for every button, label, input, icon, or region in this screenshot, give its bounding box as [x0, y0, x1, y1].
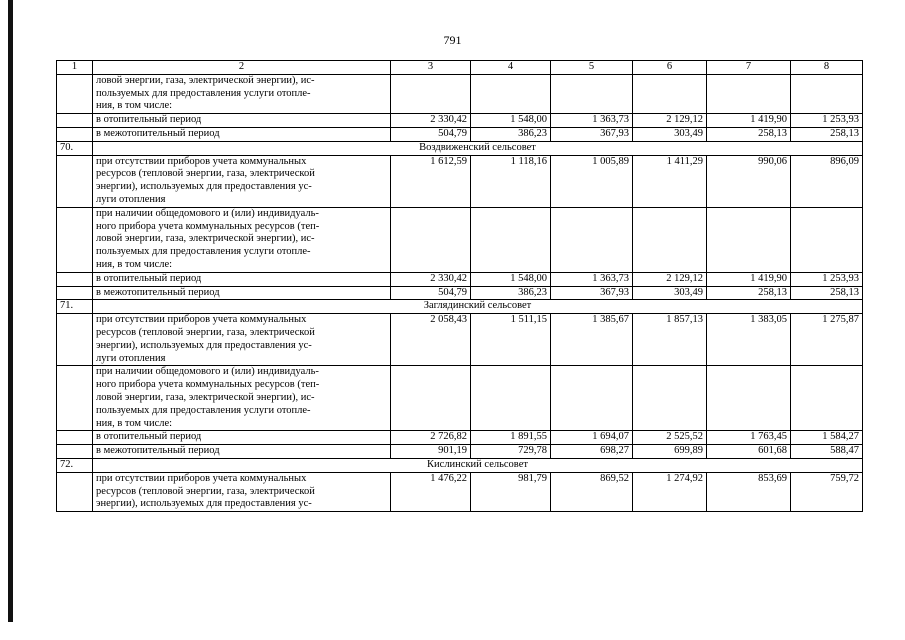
value-cell: 2 525,52	[633, 431, 707, 445]
column-header: 6	[633, 61, 707, 75]
value-cell: 1 118,16	[471, 155, 551, 207]
section-title: Кислинский сельсовет	[93, 458, 863, 472]
row-number-cell	[57, 314, 93, 366]
value-cell	[633, 74, 707, 113]
column-header: 3	[391, 61, 471, 75]
row-number-cell	[57, 472, 93, 511]
value-cell	[551, 74, 633, 113]
column-header: 4	[471, 61, 551, 75]
row-number-cell	[57, 155, 93, 207]
value-cell: 2 726,82	[391, 431, 471, 445]
value-cell: 853,69	[707, 472, 791, 511]
section-row	[57, 141, 863, 155]
value-cell: 2 058,43	[391, 314, 471, 366]
value-cell: 1 253,93	[791, 114, 863, 128]
table-row	[57, 286, 863, 300]
value-cell	[391, 207, 471, 272]
value-cell: 1 548,00	[471, 114, 551, 128]
value-cell: 1 411,29	[633, 155, 707, 207]
row-number-cell	[57, 431, 93, 445]
value-cell: 386,23	[471, 286, 551, 300]
value-cell: 1 363,73	[551, 114, 633, 128]
value-cell	[791, 207, 863, 272]
value-cell: 504,79	[391, 127, 471, 141]
value-cell: 1 612,59	[391, 155, 471, 207]
value-cell	[471, 207, 551, 272]
value-cell: 367,93	[551, 127, 633, 141]
value-cell: 981,79	[471, 472, 551, 511]
row-number-cell	[57, 366, 93, 431]
row-description: при отсутствии приборов учета коммунальных ресурсов (тепловой энергии, газа, электрической энергии), используемых для предоставления ус-	[93, 472, 391, 511]
value-cell	[551, 366, 633, 431]
value-cell: 504,79	[391, 286, 471, 300]
row-description: при отсутствии приборов учета коммунальных ресурсов (тепловой энергии, газа, электрической энергии), используемых для предоставления ус- луги отопления	[93, 314, 391, 366]
table-row	[57, 127, 863, 141]
row-number-cell	[57, 272, 93, 286]
value-cell	[707, 207, 791, 272]
value-cell	[791, 74, 863, 113]
value-cell: 303,49	[633, 286, 707, 300]
value-cell: 1 891,55	[471, 431, 551, 445]
value-cell: 258,13	[707, 127, 791, 141]
value-cell: 729,78	[471, 445, 551, 459]
value-cell: 2 330,42	[391, 114, 471, 128]
value-cell: 1 511,15	[471, 314, 551, 366]
section-number: 70.	[57, 141, 93, 155]
value-cell: 303,49	[633, 127, 707, 141]
table-row	[57, 366, 863, 431]
value-cell: 1 383,05	[707, 314, 791, 366]
value-cell: 1 584,27	[791, 431, 863, 445]
row-description: при отсутствии приборов учета коммунальных ресурсов (тепловой энергии, газа, электрической энергии), используемых для предоставления ус- луги отопления	[93, 155, 391, 207]
value-cell: 1 763,45	[707, 431, 791, 445]
row-description: ловой энергии, газа, электрической энергии), ис- пользуемых для предоставления услуги отопле- ния, в том числе:	[93, 74, 391, 113]
column-header: 2	[93, 61, 391, 75]
value-cell: 1 419,90	[707, 114, 791, 128]
column-header: 5	[551, 61, 633, 75]
value-cell: 1 694,07	[551, 431, 633, 445]
value-cell: 2 330,42	[391, 272, 471, 286]
value-cell	[471, 74, 551, 113]
value-cell: 1 253,93	[791, 272, 863, 286]
row-description: в отопительный период	[93, 431, 391, 445]
value-cell: 1 274,92	[633, 472, 707, 511]
value-cell: 601,68	[707, 445, 791, 459]
value-cell	[707, 74, 791, 113]
section-title: Воздвиженский сельсовет	[93, 141, 863, 155]
value-cell	[551, 207, 633, 272]
row-description: при наличии общедомового и (или) индивидуаль- ного прибора учета коммунальных ресурсов (теп- ловой энергии, газа, электрической энергии), ис- пользуемых для предоставления услуги отопле- ния, в том числе:	[93, 207, 391, 272]
value-cell: 759,72	[791, 472, 863, 511]
value-cell: 901,19	[391, 445, 471, 459]
value-cell	[391, 74, 471, 113]
row-description: при наличии общедомового и (или) индивидуаль- ного прибора учета коммунальных ресурсов (теп- ловой энергии, газа, электрической энергии), ис- пользуемых для предоставления услуги отопле- ния, в том числе:	[93, 366, 391, 431]
value-cell	[791, 366, 863, 431]
row-description: в межотопительный период	[93, 286, 391, 300]
row-description: в межотопительный период	[93, 127, 391, 141]
page-number: 791	[443, 33, 462, 47]
row-number-cell	[57, 207, 93, 272]
value-cell: 1 476,22	[391, 472, 471, 511]
value-cell: 1 857,13	[633, 314, 707, 366]
row-description: в отопительный период	[93, 114, 391, 128]
table-row	[57, 431, 863, 445]
table-row	[57, 155, 863, 207]
section-title: Заглядинский сельсовет	[93, 300, 863, 314]
tariff-table	[56, 60, 863, 512]
table-row	[57, 272, 863, 286]
value-cell: 896,09	[791, 155, 863, 207]
value-cell: 2 129,12	[633, 272, 707, 286]
table-row	[57, 207, 863, 272]
row-number-cell	[57, 74, 93, 113]
value-cell: 1 005,89	[551, 155, 633, 207]
row-number-cell	[57, 445, 93, 459]
value-cell	[707, 366, 791, 431]
value-cell	[633, 366, 707, 431]
column-header: 7	[707, 61, 791, 75]
value-cell: 367,93	[551, 286, 633, 300]
value-cell: 1 275,87	[791, 314, 863, 366]
row-number-cell	[57, 286, 93, 300]
value-cell: 1 385,67	[551, 314, 633, 366]
table-row	[57, 114, 863, 128]
value-cell: 869,52	[551, 472, 633, 511]
value-cell: 990,06	[707, 155, 791, 207]
value-cell: 258,13	[791, 286, 863, 300]
value-cell	[391, 366, 471, 431]
value-cell: 1 419,90	[707, 272, 791, 286]
value-cell: 698,27	[551, 445, 633, 459]
value-cell: 1 548,00	[471, 272, 551, 286]
section-row	[57, 300, 863, 314]
table-row	[57, 472, 863, 511]
value-cell	[633, 207, 707, 272]
value-cell: 258,13	[791, 127, 863, 141]
section-number: 71.	[57, 300, 93, 314]
row-number-cell	[57, 114, 93, 128]
table-row	[57, 74, 863, 113]
section-row	[57, 458, 863, 472]
column-number-row	[57, 61, 863, 75]
table-row	[57, 314, 863, 366]
value-cell: 699,89	[633, 445, 707, 459]
section-number: 72.	[57, 458, 93, 472]
column-header: 8	[791, 61, 863, 75]
value-cell: 2 129,12	[633, 114, 707, 128]
value-cell: 258,13	[707, 286, 791, 300]
row-description: в межотопительный период	[93, 445, 391, 459]
value-cell	[471, 366, 551, 431]
value-cell: 386,23	[471, 127, 551, 141]
column-header: 1	[57, 61, 93, 75]
row-number-cell	[57, 127, 93, 141]
row-description: в отопительный период	[93, 272, 391, 286]
table-row	[57, 445, 863, 459]
value-cell: 1 363,73	[551, 272, 633, 286]
value-cell: 588,47	[791, 445, 863, 459]
scan-edge-bar	[8, 0, 13, 622]
